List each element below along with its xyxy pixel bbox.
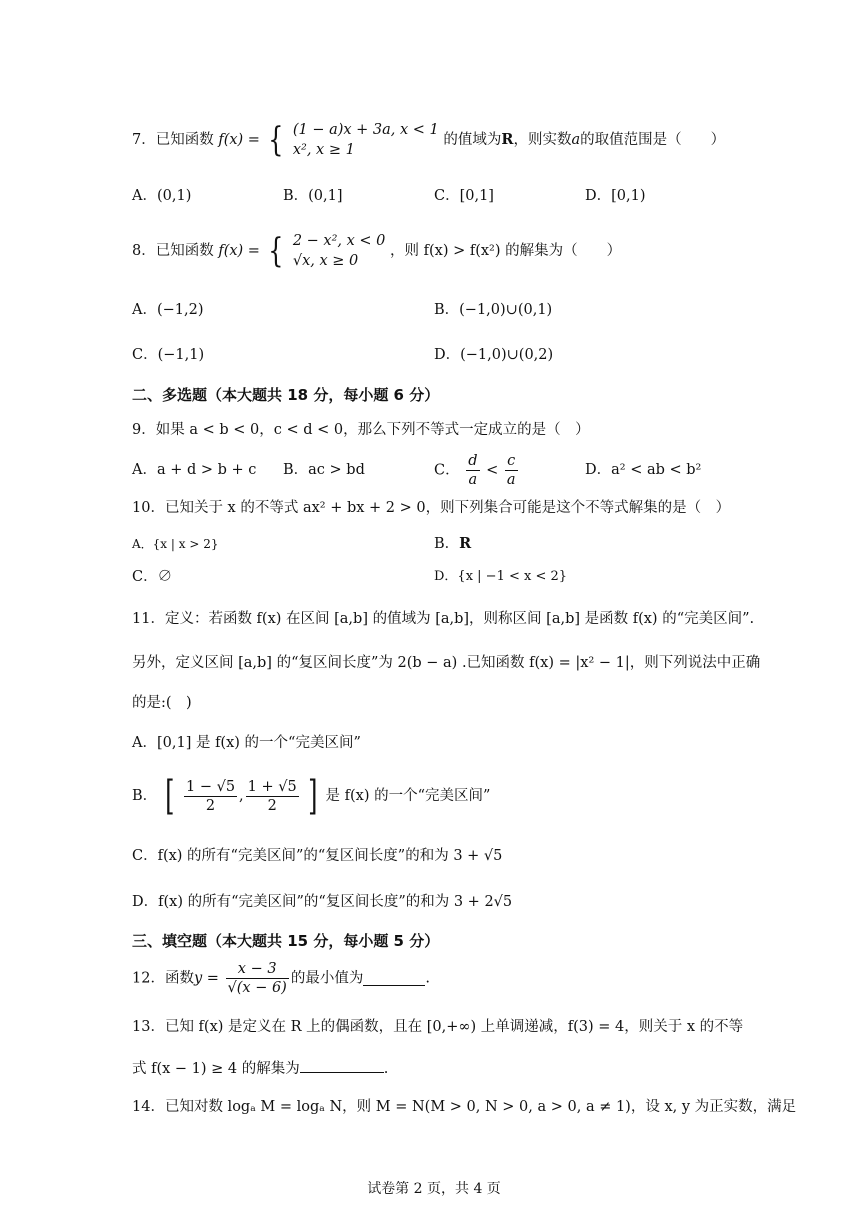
q12-y: y = <box>193 970 219 987</box>
section-3-heading: 三、填空题（本大题共 15 分，每小题 5 分） <box>132 932 440 950</box>
q7-variable-a: a <box>571 132 581 148</box>
q12-end: . <box>425 970 430 987</box>
question-14-line-1: 14．已知对数 logₐ M = logₐ N，则 M = N(M > 0, N > 0, a > 0, a ≠ 1)，设 x, y 为正实数，满足 <box>132 1099 797 1115</box>
q12-denominator: √(x − 6) <box>227 980 287 996</box>
q11-frac2-num: 1 + √5 <box>247 778 297 795</box>
q7-prefix: 7．已知函数 <box>132 132 214 148</box>
q10-option-b-label: B． <box>434 536 460 552</box>
q10-option-c: C．∅ <box>132 569 173 585</box>
q9-less-than: < <box>486 462 499 479</box>
q8-option-c: C．(−1,1) <box>132 347 205 363</box>
q8-option-a: A．(−1,2) <box>132 302 204 318</box>
question-8-stem <box>132 231 621 271</box>
q7-option-c: C．[0,1] <box>434 188 494 204</box>
q7-suffix-1: 的值域为 <box>443 132 502 148</box>
q12-suffix: 的最小值为 <box>290 970 364 987</box>
q7-option-d: D．[0,1) <box>585 188 646 204</box>
page-footer: 试卷第 2 页，共 4 页 <box>367 1181 501 1197</box>
q11-right-bracket: ] <box>308 773 318 819</box>
q7-option-a: A．(0,1) <box>132 188 192 204</box>
q8-brace: { <box>267 231 283 271</box>
question-9-stem: 9．如果 a < b < 0，c < d < 0，那么下列不等式一定成立的是（ ） <box>132 422 590 438</box>
q7-suffix-2: ，则实数 <box>513 132 572 148</box>
q9-fraction-c-over-a <box>505 452 518 489</box>
q11-option-b-suffix: 是 f(x) 的一个“完美区间” <box>325 788 491 804</box>
q13-line-2-text: 式 f(x − 1) ≥ 4 的解集为 <box>132 1061 300 1077</box>
q9-frac1-den: a <box>468 472 478 488</box>
q7-case-1: (1 − a)x + 3a, x < 1 <box>292 122 439 138</box>
q11-fraction-1 <box>184 778 237 815</box>
q12-prefix: 12．函数 <box>132 970 194 987</box>
q9-option-c <box>434 452 520 488</box>
q13-answer-blank[interactable] <box>300 1058 384 1073</box>
q8-suffix: ，则 f(x) > f(x²) 的解集为（ ） <box>390 243 622 259</box>
q11-frac1-num: 1 − √5 <box>185 778 236 795</box>
q9-frac2-den: a <box>506 472 516 488</box>
q11-option-b <box>132 773 491 822</box>
q9-fraction-d-over-a <box>466 452 479 489</box>
q11-frac1-den: 2 <box>205 797 216 814</box>
q8-cases <box>293 231 386 271</box>
question-11-line-1: 11．定义：若函数 f(x) 在区间 [a,b] 的值域为 [a,b]，则称区间 [a,b] 是函数 f(x) 的“完美区间”. <box>132 611 755 627</box>
q11-frac2-den: 2 <box>267 797 277 814</box>
q7-case-2: x², x ≥ 1 <box>292 142 355 158</box>
q10-option-b <box>434 534 471 554</box>
q9-option-b: B．ac > bd <box>283 462 365 478</box>
q11-option-a: A．[0,1] 是 f(x) 的一个“完美区间” <box>132 735 361 751</box>
q9-option-c-label: C． <box>434 462 460 479</box>
question-12 <box>132 960 430 1004</box>
question-7-stem <box>132 120 725 160</box>
question-11-line-2: 另外，定义区间 [a,b] 的“复区间长度”为 2(b − a) .已知函数 f(x) = |x² − 1|，则下列说法中正确 <box>132 655 761 671</box>
q13-end: . <box>383 1061 389 1077</box>
q12-numerator: x − 3 <box>226 960 289 979</box>
question-13-line-1: 13．已知 f(x) 是定义在 R 上的偶函数，且在 [0,+∞) 上单调递减，f(3) = 4，则关于 x 的不等 <box>132 1019 744 1035</box>
q9-frac1-num: d <box>468 453 478 469</box>
q9-option-d: D．a² < ab < b² <box>585 462 702 478</box>
q8-function: f(x) = <box>218 243 260 259</box>
question-11-line-3: 的是:( ) <box>132 695 192 711</box>
q7-suffix-3: 的取值范围是（ ） <box>580 132 726 148</box>
q7-cases <box>293 120 439 160</box>
q7-brace: { <box>267 120 283 160</box>
q11-left-bracket: [ <box>164 773 175 819</box>
q12-fraction <box>226 960 289 997</box>
q10-option-b-value: R <box>459 535 472 552</box>
q9-frac2-num: c <box>505 452 518 471</box>
q8-option-b: B．(−1,0)∪(0,1) <box>434 302 553 318</box>
q10-option-d: D．{x | −1 < x < 2} <box>434 569 568 584</box>
q8-case-1: 2 − x², x < 0 <box>292 233 386 249</box>
q7-function: f(x) = <box>218 132 260 148</box>
q11-option-d: D．f(x) 的所有“完美区间”的“复区间长度”的和为 3 + 2√5 <box>132 894 513 910</box>
q8-option-d: D．(−1,0)∪(0,2) <box>434 347 554 363</box>
q9-option-a: A．a + d > b + c <box>132 462 257 478</box>
q7-option-b: B．(0,1] <box>283 188 343 204</box>
q7-real-set: R <box>501 131 514 148</box>
section-2-heading: 二、多选题（本大题共 18 分，每小题 6 分） <box>132 386 440 404</box>
question-13-line-2 <box>132 1058 388 1079</box>
q11-comma: , <box>239 788 244 804</box>
q10-option-a: A．{x | x > 2} <box>132 537 219 551</box>
q12-answer-blank[interactable] <box>363 971 425 986</box>
q11-option-c: C．f(x) 的所有“完美区间”的“复区间长度”的和为 3 + √5 <box>132 848 503 864</box>
question-10-stem: 10．已知关于 x 的不等式 ax² + bx + 2 > 0，则下列集合可能是这个不等式解集的是（ ） <box>132 500 731 516</box>
q8-case-2: √x, x ≥ 0 <box>292 253 359 269</box>
q8-prefix: 8．已知函数 <box>132 243 214 259</box>
q11-option-b-label: B． <box>132 788 158 804</box>
q11-fraction-2 <box>246 778 299 815</box>
